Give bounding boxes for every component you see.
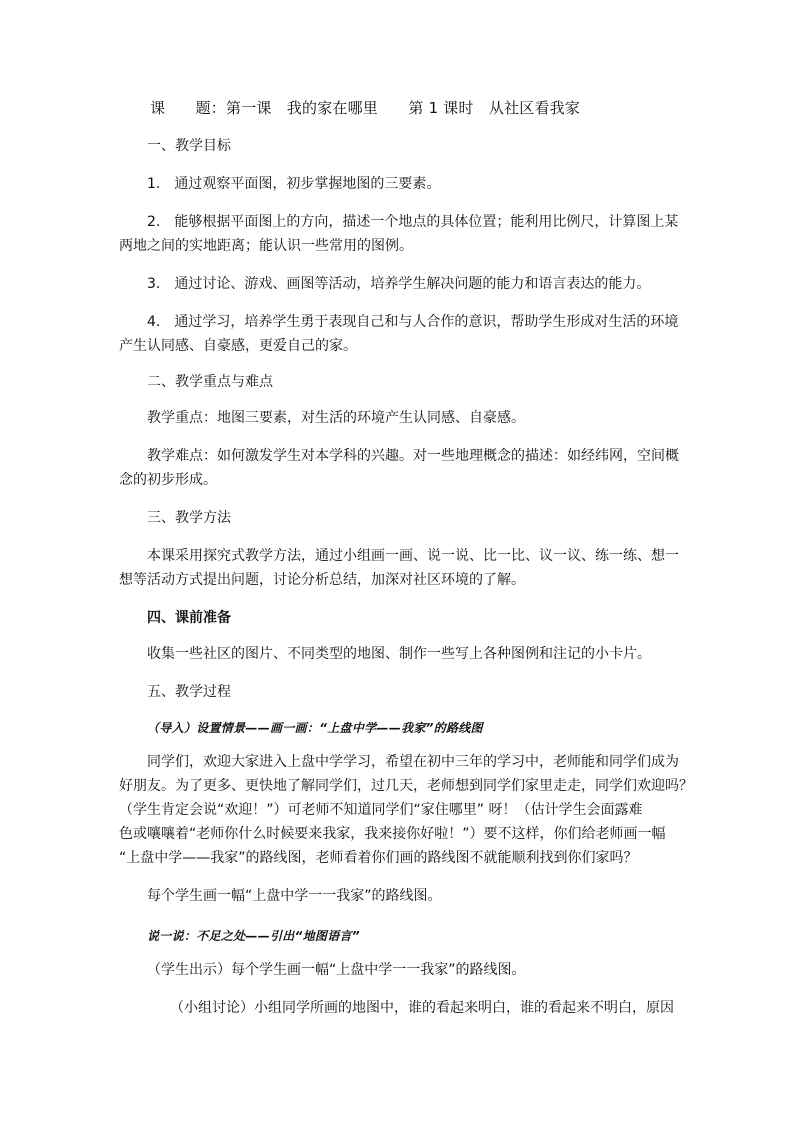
say-subheading: 说一说：不足之处——引出“地图语言” — [147, 929, 360, 943]
lesson-title: 课 题：第一课 我的家在哪里 第 1 课时 从社区看我家 — [150, 99, 581, 117]
draw-instruction-line: 每个学生画一幅“上盘中学一一我家”的路线图。 — [147, 888, 442, 904]
section-heading-key-points: 二、教学重点与难点 — [147, 374, 273, 390]
objective-item-1: 1. 通过观察平面图，初步掌握地图的三要素。 — [147, 176, 441, 192]
intro-paragraph-line-2: 好朋友。为了更多、更快地了解同学们，过几天，老师想到同学们家里走走，同学们欢迎吗？ — [119, 778, 693, 794]
objective-item-2-cont: 两地之间的实地距离；能认识一些常用的图例。 — [119, 238, 413, 254]
intro-paragraph-line-5: “上盘中学——我家”的路线图，老师看着你们画的路线图不就能顺利找到你们家吗？ — [119, 850, 638, 866]
difficulty-line: 教学难点：如何激发学生对本学科的兴趣。对一些地理概念的描述：如经纬网，空间概 — [147, 448, 679, 464]
section-heading-process: 五、教学过程 — [147, 684, 231, 700]
objective-item-4: 4. 通过学习，培养学生勇于表现自己和与人合作的意识，帮助学生形成对生活的环境 — [147, 314, 679, 330]
section-heading-preparation: 四、课前准备 — [147, 610, 231, 626]
intro-paragraph-line-1: 同学们，欢迎大家进入上盘中学学习，希望在初中三年的学习中，老师能和同学们成为 — [147, 754, 679, 770]
objective-item-3: 3. 通过讨论、游戏、画图等活动，培养学生解决问题的能力和语言表达的能力。 — [147, 276, 651, 292]
methods-line-2: 想等活动方式提出问题，讨论分析总结，加深对社区环境的了解。 — [119, 572, 525, 588]
methods-line-1: 本课采用探究式教学方法，通过小组画一画、说一说、比一比、议一议、练一练、想一 — [147, 548, 679, 564]
objective-item-4-cont: 产生认同感、自豪感，更爱自己的家。 — [119, 338, 357, 354]
section-heading-methods: 三、教学方法 — [147, 510, 231, 526]
key-point-line: 教学重点：地图三要素，对生活的环境产生认同感、自豪感。 — [147, 410, 525, 426]
preparation-line: 收集一些社区的图片、不同类型的地图、制作一些写上各种图例和注记的小卡片。 — [147, 646, 651, 662]
intro-subheading: （导入）设置情景——画一画：“上盘中学——我家”的路线图 — [147, 721, 483, 735]
discuss-line: （小组讨论）小组同学所画的地图中，谁的看起来明白，谁的看起来不明白，原因 — [170, 1000, 674, 1016]
intro-paragraph-line-4: 色或嚷嚷着“老师你什么时候要来我家，我来接你好啦！”）要不这样，你们给老师画一幅 — [119, 826, 666, 842]
section-heading-objectives: 一、教学目标 — [147, 138, 231, 154]
objective-item-2: 2. 能够根据平面图上的方向，描述一个地点的具体位置；能利用比例尺，计算图上某 — [147, 214, 679, 230]
intro-paragraph-line-3: （学生肯定会说“欢迎！”）可老师不知道同学们“家住哪里” 呀！（估计学生会面露难 — [119, 802, 643, 818]
show-line: （学生出示）每个学生画一幅“上盘中学一一我家”的路线图。 — [147, 962, 526, 978]
difficulty-line-cont: 念的初步形成。 — [119, 472, 217, 488]
